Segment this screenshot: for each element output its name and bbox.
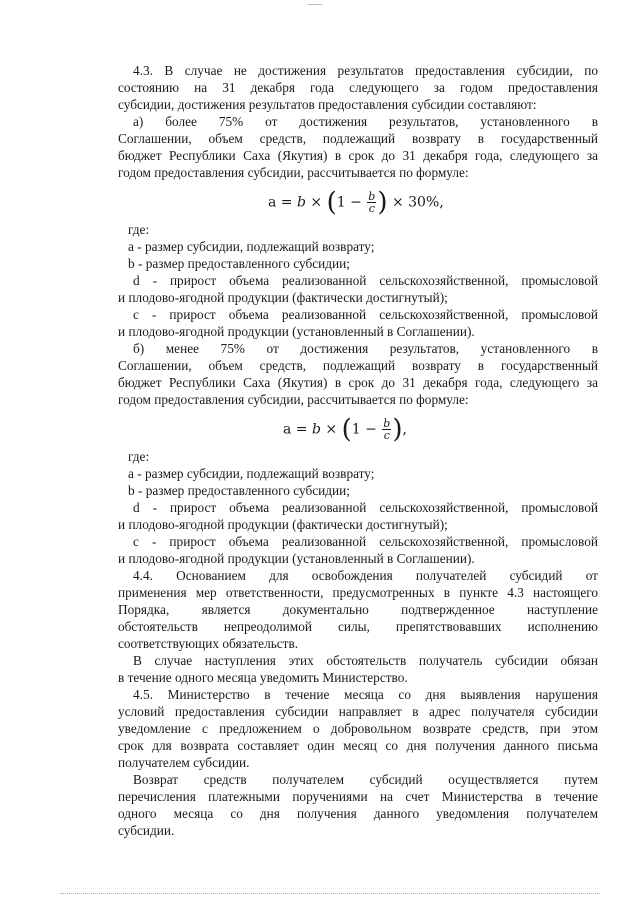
text-line: состоянию на 31 декабря года следующего за годом предоставления — [118, 80, 598, 95]
text-line: и плодово-ягодной продукции (фактически достигнутый); — [118, 517, 448, 532]
text-line: обстоятельств непреодолимой силы, препятствовавших исполнению — [118, 619, 598, 634]
formula-1-one-minus: 1 − — [336, 194, 367, 211]
text-line: В случае наступления этих обстоятельств получатель субсидии обязан — [133, 653, 598, 668]
page-top-mark — [308, 4, 322, 11]
formula-1 — [118, 183, 598, 217]
text-line: субсидии. — [118, 823, 175, 838]
text-line: Соглашении, объем средств, подлежащий возврату в государственный — [118, 358, 598, 373]
text-line: и плодово-ягодной продукции (установленный в Соглашении). — [118, 324, 475, 339]
text-line: в течение одного месяца уведомить Министерство. — [118, 670, 408, 685]
text-line: одного месяца со дня получения данного уведомления получателем — [118, 806, 598, 821]
text-line: c - прирост объема реализованной сельскохозяйственной, промысловой — [133, 307, 598, 322]
formula-1-times: × — [305, 194, 327, 211]
formula-1-numerator: b — [368, 190, 376, 203]
text-line: перечисления платежными поручениями на счет Министерства в течение — [118, 789, 598, 804]
text-line: Порядка, является документально подтвержденное наступление — [118, 602, 598, 617]
formula-2-lhs: a = — [283, 421, 312, 438]
text-line: Возврат средств получателем субсидий осуществляется путем — [133, 772, 598, 787]
text-line: срок для возврата составляет один месяц со дня получения данного письма — [118, 738, 598, 753]
text-line: применения мер ответственности, предусмотренных в пункте 4.3 настоящего — [118, 585, 598, 600]
text-line: b - размер предоставленного субсидии; — [128, 256, 350, 271]
text-line: где: — [128, 449, 150, 464]
formula-2-numerator: b — [383, 417, 391, 430]
text-line: d - прирост объема реализованной сельскохозяйственной, промысловой — [133, 273, 598, 288]
formula-1-open-paren: ( — [326, 187, 337, 218]
text-line: годом предоставления субсидии, рассчитывается по формуле: — [118, 392, 469, 407]
text-line: где: — [128, 222, 150, 237]
text-line: a - размер субсидии, подлежащий возврату; — [128, 239, 375, 254]
formula-2-denominator: c — [383, 429, 390, 442]
formula-2-times: × — [320, 421, 342, 438]
text-line: условий предоставления субсидии направляет в адрес получателя субсидии — [118, 704, 598, 719]
text-line: а) более 75% от достижения результатов, установленного в — [133, 114, 598, 129]
formula-2-b: b — [311, 421, 321, 438]
text-line: Соглашении, объем средств, подлежащий возврату в государственный — [118, 131, 598, 146]
formula-2-one-minus: 1 − — [351, 421, 382, 438]
text-line: 4.4. Основанием для освобождения получателей субсидий от — [133, 568, 598, 583]
text-line: b - размер предоставленного субсидии; — [128, 483, 350, 498]
text-line: a - размер субсидии, подлежащий возврату; — [128, 466, 375, 481]
text-line: уведомление с предложением о добровольном возврате средств, при этом — [118, 721, 598, 736]
text-line: и плодово-ягодной продукции (установленный в Соглашении). — [118, 551, 475, 566]
paragraph-4-3 — [118, 62, 598, 181]
text-line: c - прирост объема реализованной сельскохозяйственной, промысловой — [133, 534, 598, 549]
formula-2 — [118, 410, 598, 444]
text-line: получателем субсидии. — [118, 755, 250, 770]
formula-2-open-paren: ( — [341, 414, 352, 445]
paragraph-definitions-a — [118, 221, 598, 408]
text-line: бюджет Республики Саха (Якутия) в срок до 31 декабря года, следующего за — [118, 148, 598, 163]
text-line: 4.3. В случае не достижения результатов предоставления субсидии, по — [133, 63, 598, 78]
document-body — [118, 62, 598, 839]
text-line: и плодово-ягодной продукции (фактически достигнутый); — [118, 290, 448, 305]
text-line: годом предоставления субсидии, рассчитывается по формуле: — [118, 165, 469, 180]
formula-2-fraction — [382, 418, 391, 441]
formula-2-close-paren: ) — [392, 414, 403, 445]
text-line: бюджет Республики Саха (Якутия) в срок до 31 декабря года, следующего за — [118, 375, 598, 390]
text-line: субсидии, достижения результатов предоставления субсидии составляют: — [118, 97, 537, 112]
formula-1-lhs: a = — [268, 194, 297, 211]
text-line: d - прирост объема реализованной сельскохозяйственной, промысловой — [133, 500, 598, 515]
formula-1-denominator: c — [368, 202, 375, 215]
page-bottom-rule — [60, 893, 600, 894]
text-line: б) менее 75% от достижения результатов, установленного в — [133, 341, 598, 356]
text-line: соответствующих обязательств. — [118, 636, 299, 651]
formula-1-b: b — [296, 194, 306, 211]
formula-1-close-paren: ) — [377, 187, 388, 218]
formula-2-tail: , — [402, 421, 407, 438]
text-line: 4.5. Министерство в течение месяца со дня выявления нарушения — [133, 687, 598, 702]
formula-1-tail: × 30%, — [387, 194, 444, 211]
paragraph-4-4-4-5 — [118, 448, 598, 839]
formula-1-fraction — [367, 191, 376, 214]
